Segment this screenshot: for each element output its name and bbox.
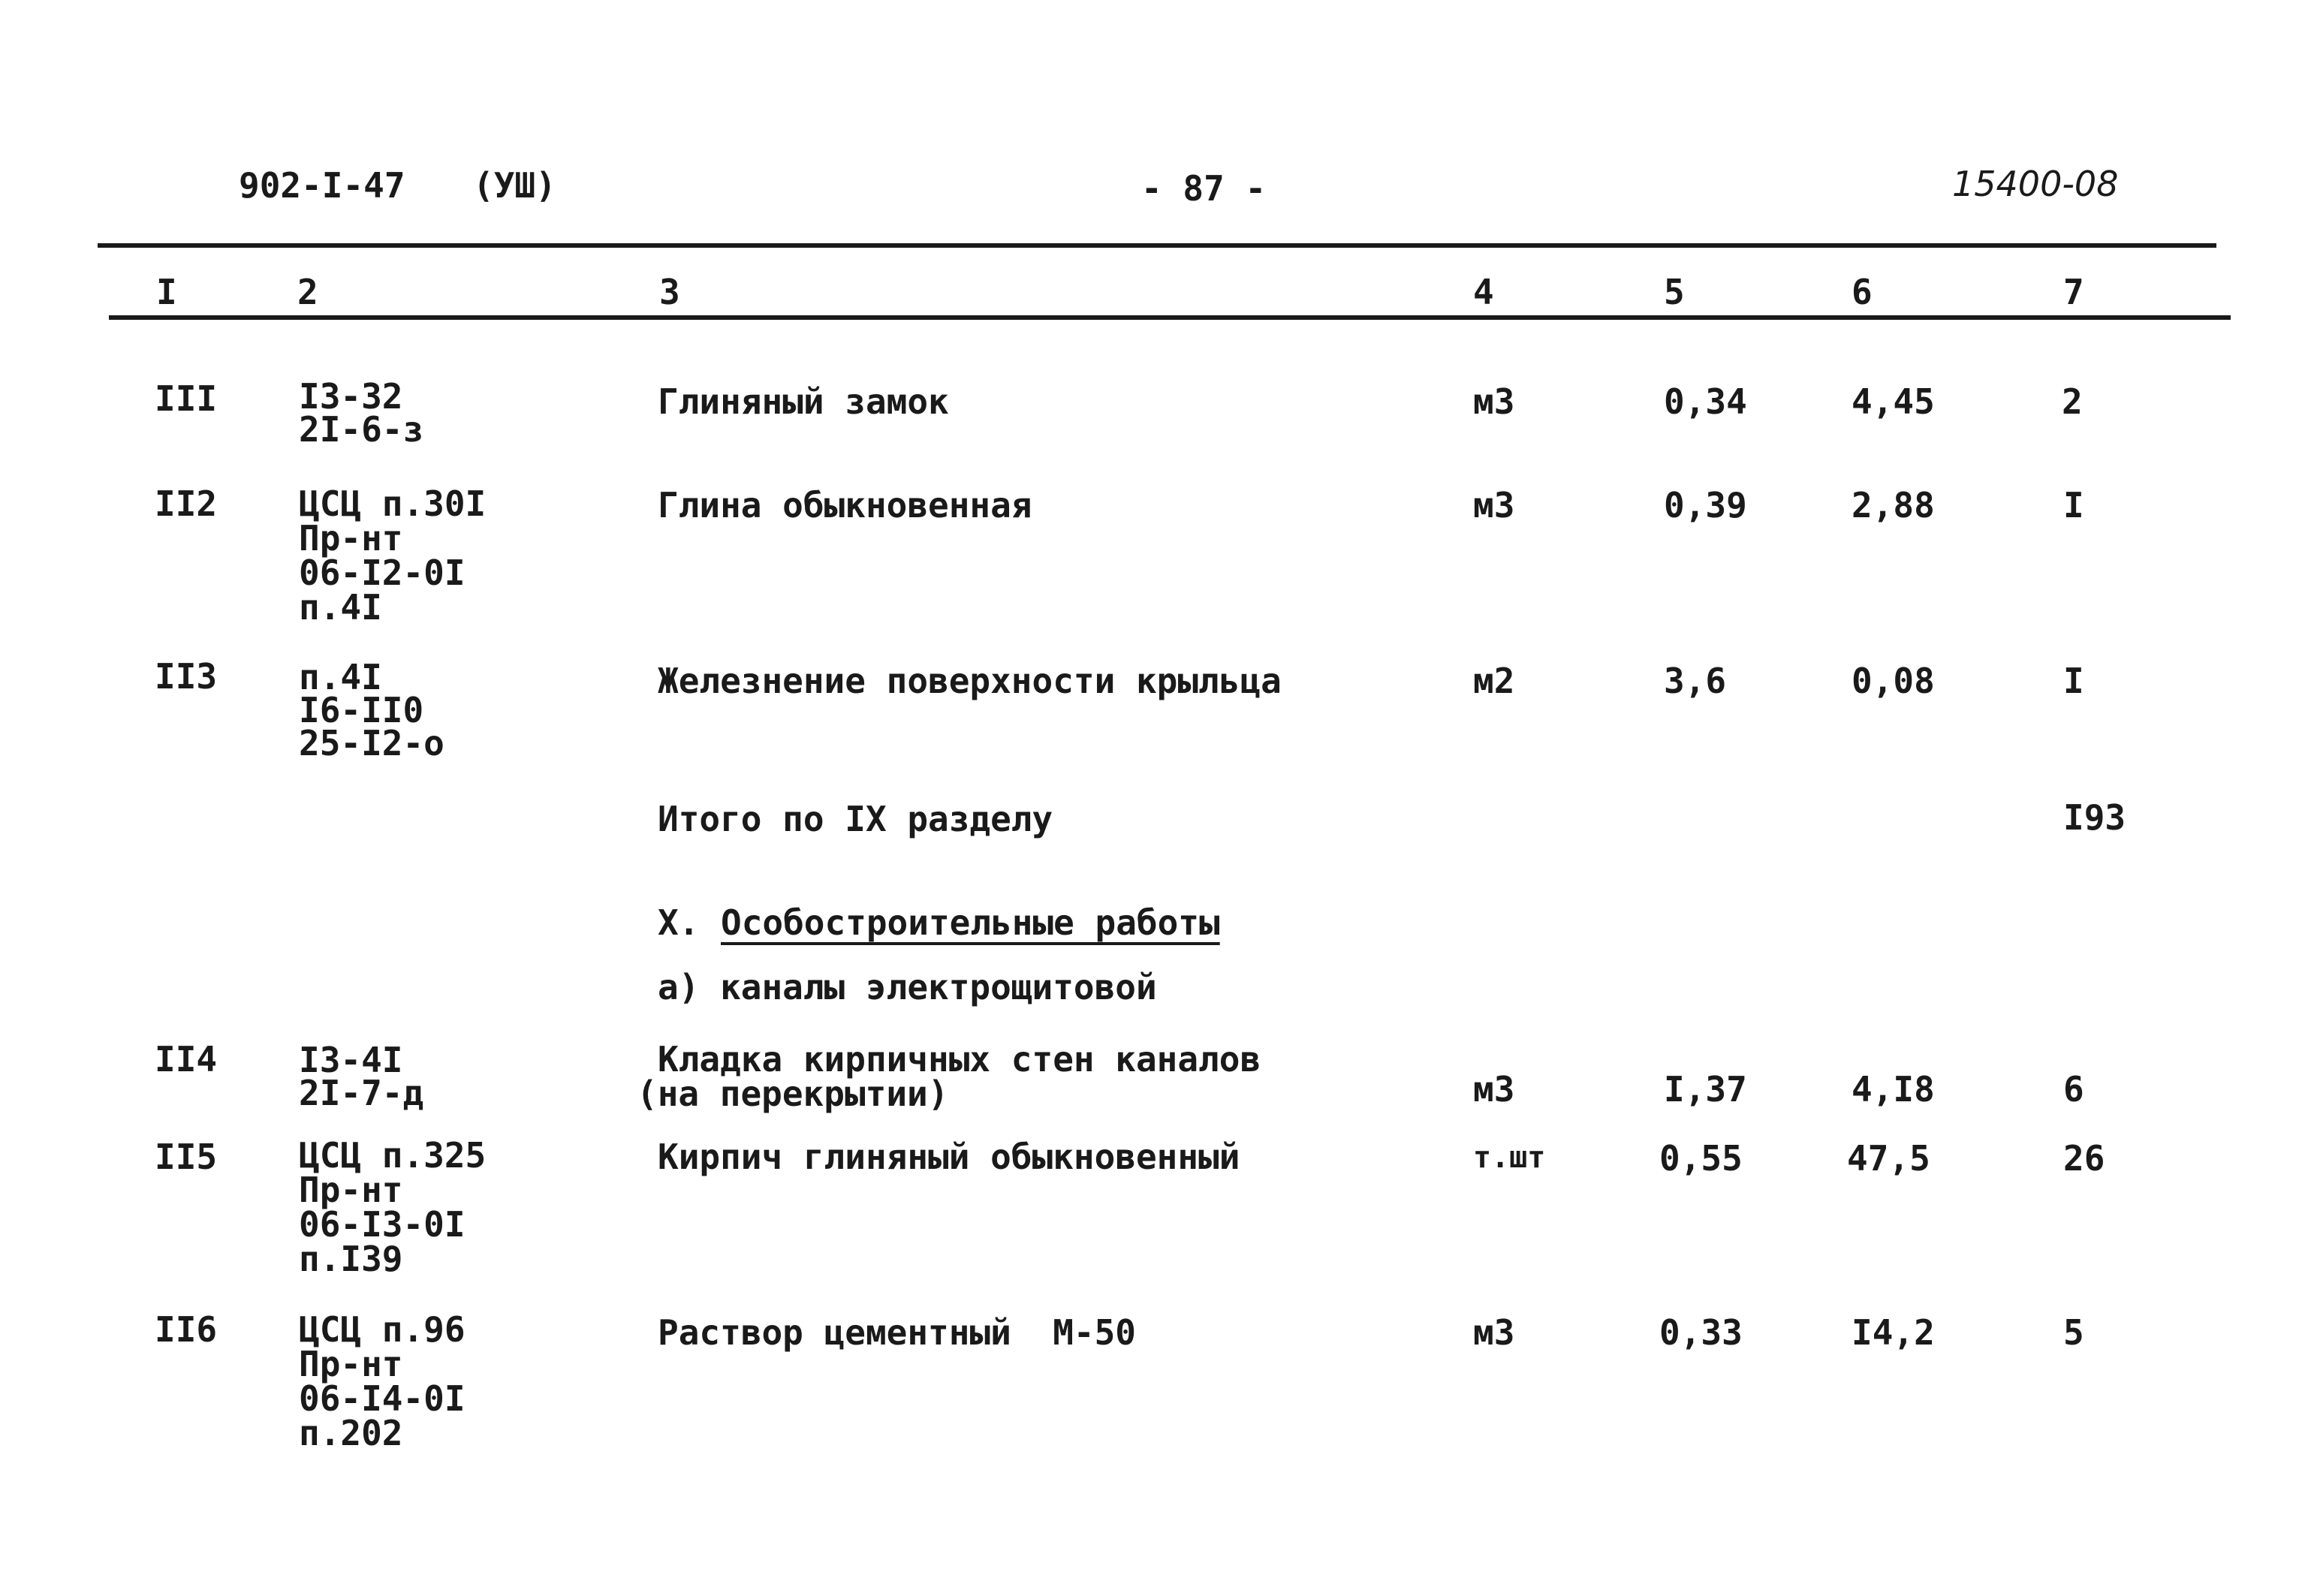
row-unit: м3 [1473, 485, 1515, 525]
row-name: Железнение поверхности крыльца [658, 661, 1282, 701]
row-price: 4,45 [1852, 381, 1935, 422]
row-cost: 26 [2063, 1138, 2105, 1179]
column-header-3: 3 [659, 272, 680, 312]
row-number: II6 [155, 1309, 218, 1350]
series-label: (УШ) [473, 165, 556, 206]
doc-code: 902-I-47 [239, 165, 405, 206]
column-header-1: I [156, 272, 177, 312]
row-price: 4,I8 [1852, 1069, 1935, 1110]
row-name: Раствор цементный М-50 [658, 1312, 1136, 1353]
row-qty: 3,6 [1664, 661, 1727, 701]
row-cost: 6 [2063, 1069, 2084, 1110]
section-title: Особостроительные работы [721, 902, 1220, 943]
page-number: - 87 - [1141, 168, 1267, 209]
row-cost: I [2063, 661, 2084, 701]
subsection-title: а) каналы электрощитовой [658, 967, 1157, 1007]
row-price: 2,88 [1852, 485, 1935, 525]
row-name: Кладка кирпичных стен каналов (на перекрытии) [637, 1039, 1261, 1114]
row-cost: I [2063, 485, 2084, 525]
row-cost: 5 [2063, 1312, 2084, 1353]
column-header-4: 4 [1473, 272, 1494, 312]
header-rule [109, 315, 2231, 320]
section-number: X. [658, 902, 700, 943]
section-total-value: I93 [2063, 797, 2126, 838]
row-unit: м3 [1473, 1069, 1515, 1110]
row-qty: 0,39 [1664, 485, 1747, 525]
section-total-label: Итого по IX разделу [658, 799, 1053, 839]
row-unit: т.шт [1473, 1140, 1546, 1175]
row-qty: 0,33 [1659, 1312, 1743, 1353]
row-price: I4,2 [1852, 1312, 1935, 1353]
row-name: Глина обыкновенная [658, 485, 1032, 525]
row-price: 47,5 [1847, 1138, 1930, 1179]
sheet-code: 15400-08 [1952, 164, 2119, 204]
row-qty: I,37 [1664, 1069, 1747, 1110]
row-number: III [155, 378, 218, 419]
top-rule [98, 243, 2216, 248]
row-unit: м2 [1473, 661, 1515, 701]
row-number: II2 [155, 483, 218, 524]
row-name: Кирпич глиняный обыкновенный [658, 1137, 1240, 1177]
row-number: II3 [155, 656, 218, 697]
column-header-6: 6 [1852, 272, 1873, 312]
row-unit: м3 [1473, 1312, 1515, 1353]
row-unit: м3 [1473, 381, 1515, 422]
row-codes: ЦСЦ п.96 Пр-нт 06-I4-0I п.202 [299, 1309, 466, 1453]
column-header-2: 2 [297, 272, 318, 312]
row-codes: ЦСЦ п.325 Пр-нт 06-I3-0I п.I39 [299, 1135, 487, 1279]
row-codes: I3-32 2I-6-з [299, 376, 424, 450]
row-qty: 0,55 [1659, 1138, 1743, 1179]
row-number: II4 [155, 1039, 218, 1080]
row-codes: п.4I I6-II0 25-I2-о [299, 657, 444, 763]
column-header-7: 7 [2063, 272, 2084, 312]
row-cost: 2 [2062, 381, 2083, 422]
row-codes: ЦСЦ п.30I Пр-нт 06-I2-0I п.4I [299, 483, 487, 628]
row-qty: 0,34 [1664, 381, 1747, 422]
row-name: Глиняный замок [658, 381, 949, 422]
row-price: 0,08 [1852, 661, 1935, 701]
row-codes: I3-4I 2I-7-д [299, 1040, 424, 1113]
column-header-5: 5 [1664, 272, 1685, 312]
row-number: II5 [155, 1137, 218, 1177]
